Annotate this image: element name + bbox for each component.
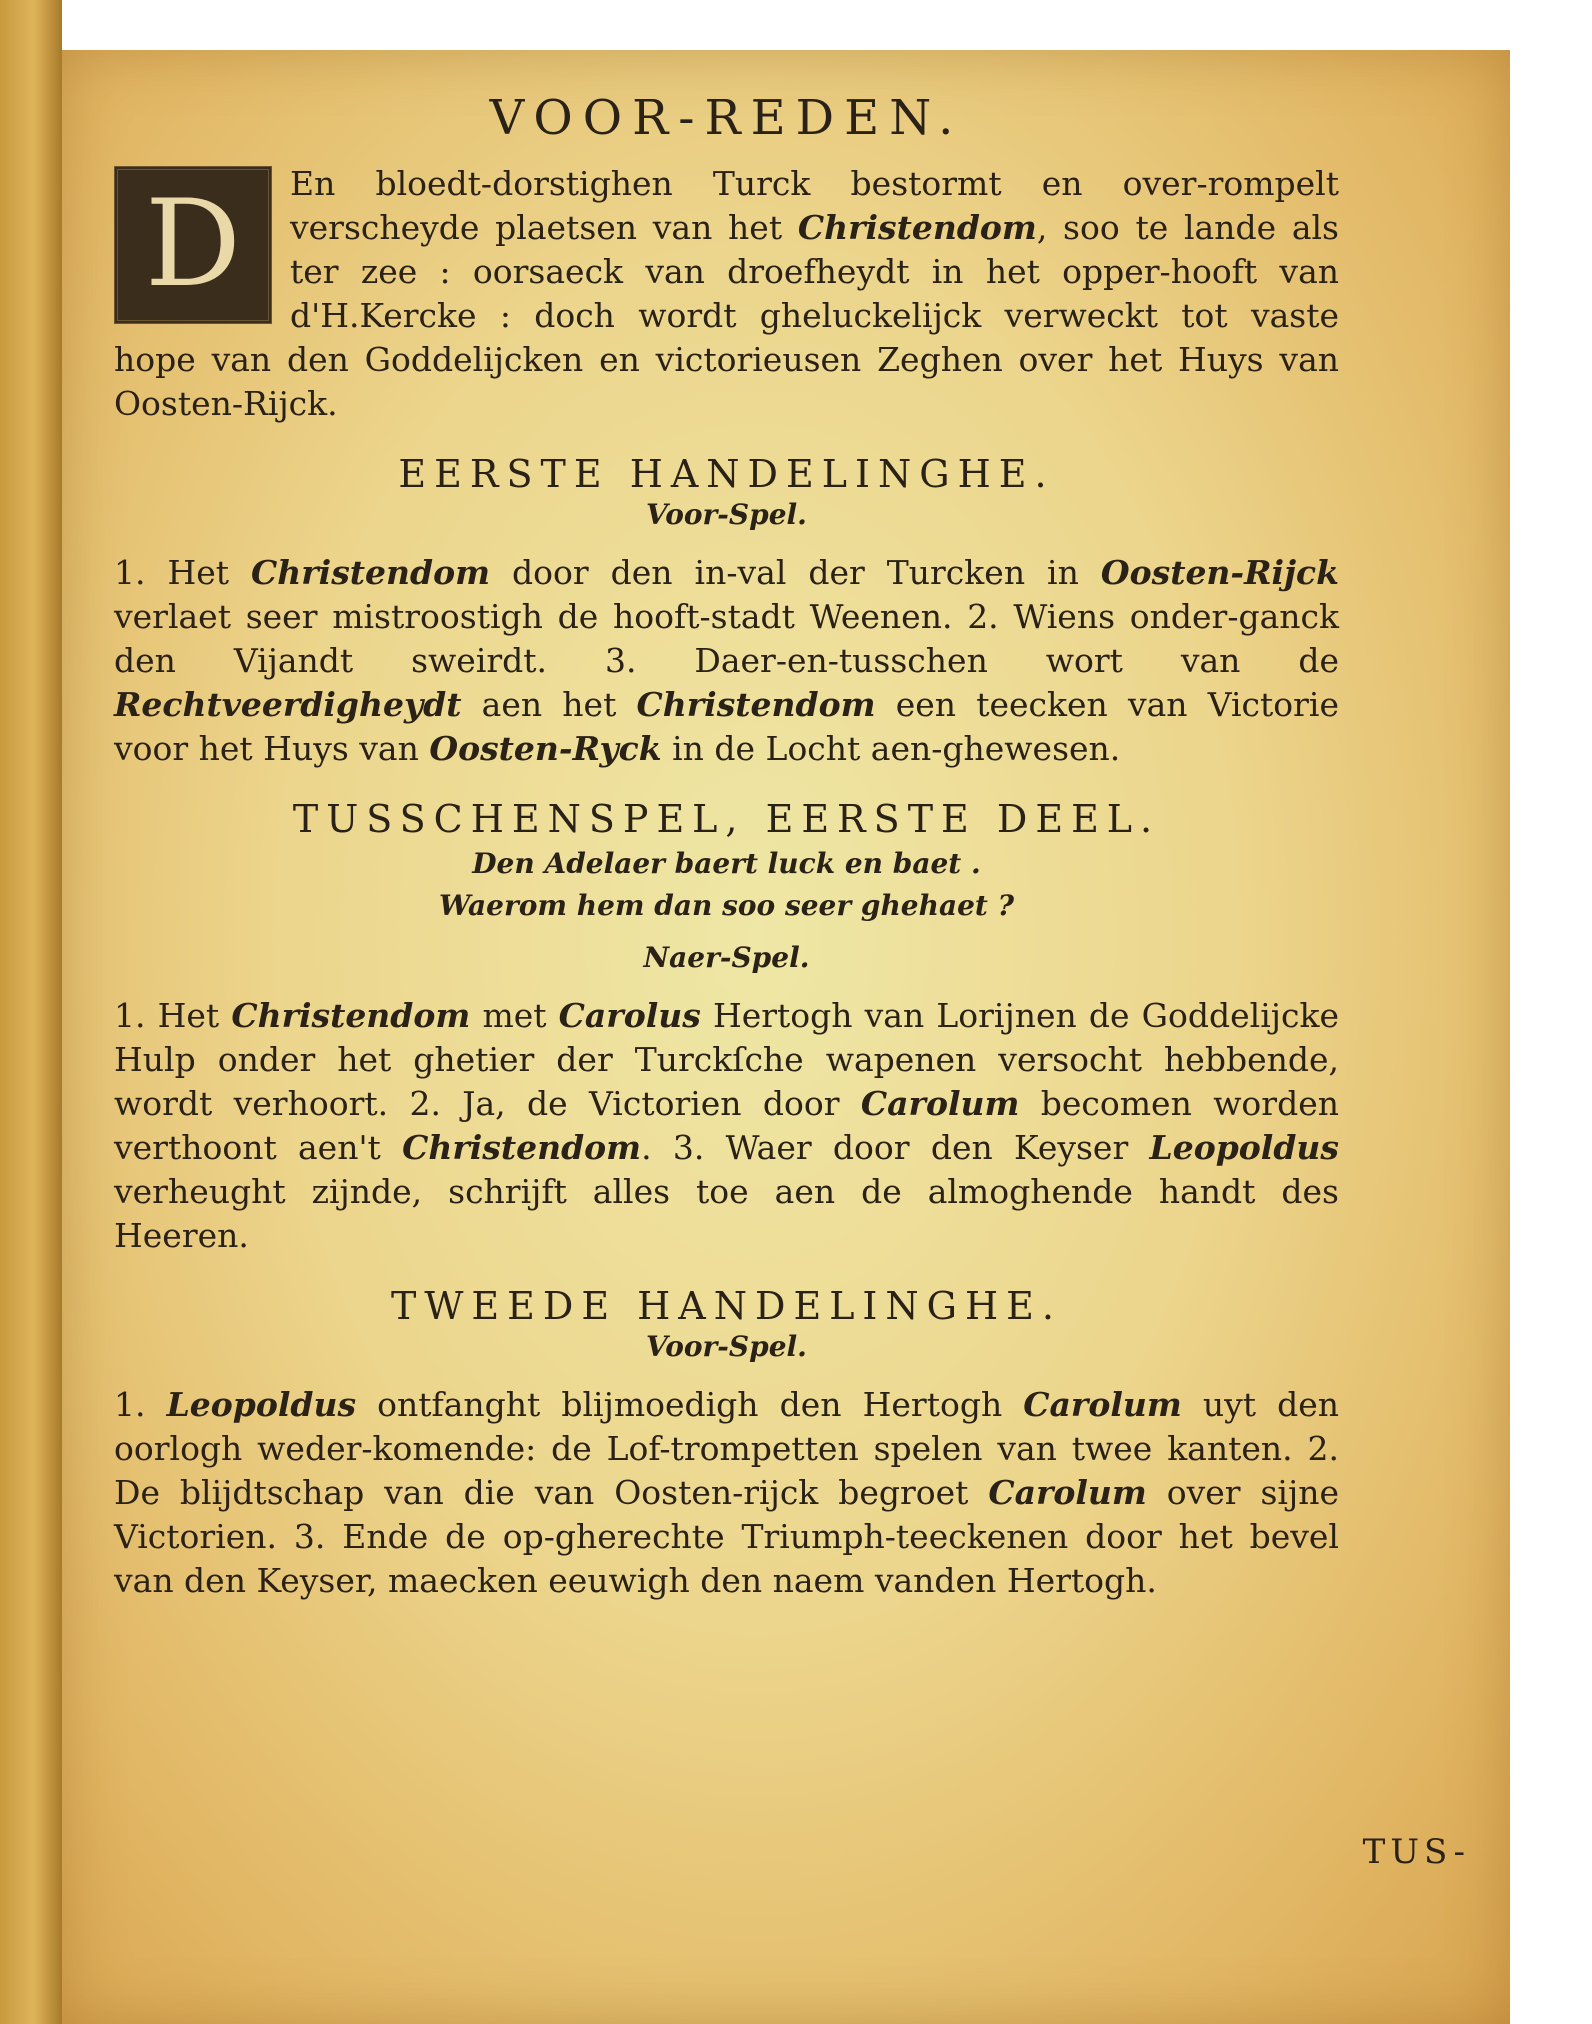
catchword: TUS-: [1362, 1832, 1470, 1872]
decorative-initial: D: [114, 166, 272, 324]
intro-paragraph: En bloedt-dorstighen Turck bestormt en over-rompelt verscheyde plaetsen van het Christendom, soo te lande als ter zee : oorsaeck van droefheydt in het opper-hooft van d'H.Kercke : doch wordt gheluckelijck verweckt tot vaste hope van den Goddelijcken en victorieusen Zeghen over het Huys van Oosten-Rijck.: [114, 164, 1339, 423]
intro-section: [114, 162, 1339, 426]
verse-line: Waerom hem dan soo seer ghehaet ?: [438, 889, 1015, 922]
section-heading-eerste: EERSTE HANDELINGHE.: [398, 452, 1055, 496]
page-content: [114, 90, 1339, 1603]
section-heading-tusschenspel: TUSSCHENSPEL, EERSTE DEEL.: [292, 797, 1161, 841]
section-paragraph-tweede: 1. Leopoldus ontfanght blijmoedigh den Hertogh Carolum uyt den oorlogh weder-komende: de Lof-trompetten spelen van twee kanten. 2. De blijdtschap van die van Oosten-rijck begroet Carolum over sijne Victorien. 3. Ende de op-gherechte Triumph-teeckenen door het bevel van den Keyser, maecken eeuwigh den naem vanden Hertogh.: [114, 1385, 1339, 1600]
section-paragraph-naer-spel: 1. Het Christendom met Carolus Hertogh van Lorijnen de Goddelijcke Hulp onder het ghetier der Turckſche wapenen versocht hebbende, wordt verhoort. 2. Ja, de Victorien door Carolum becomen worden verthoont aen't Christendom. 3. Waer door den Keyser Leopoldus verheught zijnde, schrijft alles toe aen de almoghende handt des Heeren.: [114, 996, 1339, 1255]
section-subtitle-voor-spel-2: Voor-Spel.: [646, 1330, 807, 1363]
verse-couplet: [114, 843, 1339, 927]
section-heading-tweede: TWEEDE HANDELINGHE.: [390, 1284, 1062, 1328]
section-subtitle-naer-spel: Naer-Spel.: [643, 941, 810, 974]
section-subtitle-voor-spel: Voor-Spel.: [646, 498, 807, 531]
page-title: VOOR-REDEN.: [489, 90, 964, 146]
book-page: [62, 50, 1510, 2024]
section-paragraph-eerste: 1. Het Christendom door den in-val der Turcken in Oosten-Rijck verlaet seer mistroostigh de hooft-stadt Weenen. 2. Wiens onder-ganck den Vijandt sweirdt. 3. Daer-en-tusschen wort van de Rechtveerdigheydt aen het Christendom een teecken van Victorie voor het Huys van Oosten-Ryck in de Locht aen-ghewesen.: [114, 553, 1339, 768]
book-gutter: [0, 0, 62, 2024]
verse-line: Den Adelaer baert luck en baet .: [472, 847, 981, 880]
